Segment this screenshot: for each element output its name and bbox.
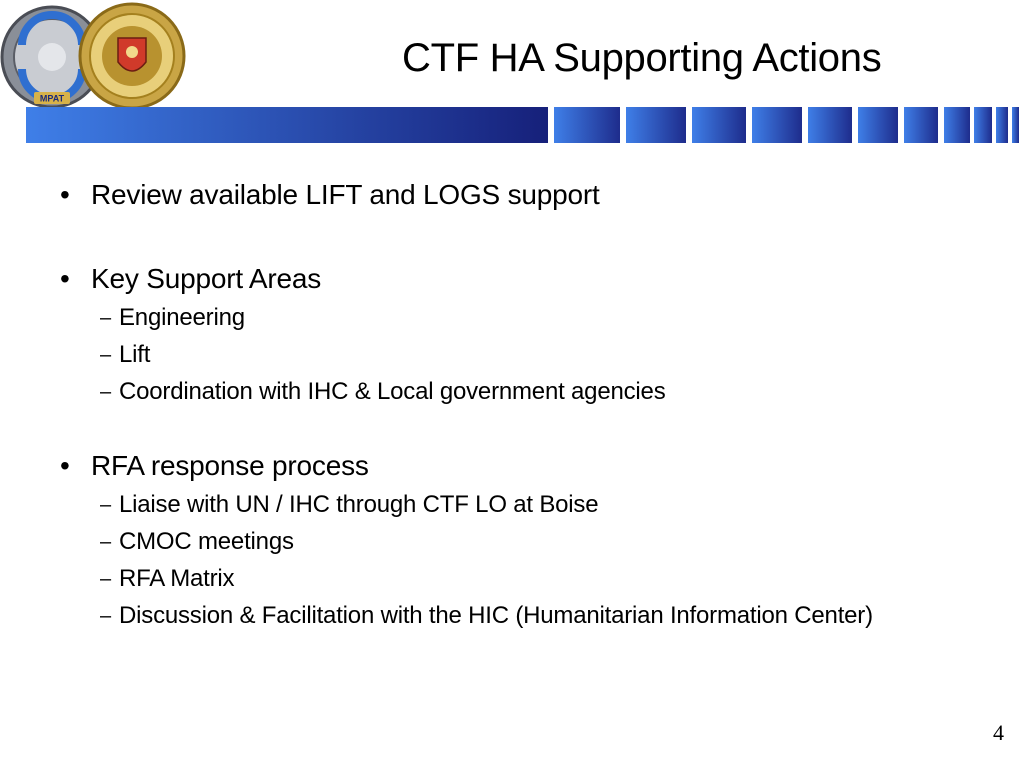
sub-item-text: CMOC meetings — [119, 528, 294, 555]
dash-icon: – — [100, 381, 111, 403]
sub-item — [60, 340, 960, 370]
sub-item — [60, 377, 960, 407]
dash-icon: – — [100, 494, 111, 516]
bullet-dot-icon: • — [60, 179, 70, 210]
dash-icon: – — [100, 531, 111, 553]
dash-icon: – — [100, 344, 111, 366]
sub-item-text: Engineering — [119, 304, 245, 331]
bullet-dot-icon: • — [60, 450, 70, 481]
sub-item-text: RFA Matrix — [119, 565, 235, 592]
sub-item-text: Lift — [119, 341, 151, 368]
sub-item — [60, 527, 960, 557]
slide-body — [60, 178, 960, 631]
bullet-text: Review available LIFT and LOGS support — [91, 179, 600, 210]
gold-seal-icon — [80, 4, 184, 108]
bullet-item — [60, 262, 960, 296]
sub-item-text: Discussion & Facilitation with the HIC (Humanitarian Information Center) — [119, 602, 873, 629]
mpat-label: MPAT — [39, 93, 65, 104]
bullet-text: RFA response process — [91, 450, 369, 481]
slide-title: CTF HA Supporting Actions — [402, 36, 882, 80]
bullet-text: Key Support Areas — [91, 263, 322, 294]
dash-icon: – — [100, 605, 111, 627]
title-banner — [26, 107, 1024, 143]
bullet-item — [60, 178, 960, 212]
sub-item — [60, 601, 960, 631]
bullet-item — [60, 449, 960, 483]
dash-icon: – — [100, 568, 111, 590]
bullet-dot-icon: • — [60, 263, 70, 294]
page-number: 4 — [993, 720, 1004, 745]
sub-item — [60, 564, 960, 594]
sub-item — [60, 490, 960, 520]
logo-group — [0, 0, 190, 118]
sub-item-text: Liaise with UN / IHC through CTF LO at Boise — [119, 491, 599, 518]
sub-item — [60, 303, 960, 333]
sub-item-text: Coordination with IHC & Local government agencies — [119, 378, 666, 405]
dash-icon: – — [100, 307, 111, 329]
